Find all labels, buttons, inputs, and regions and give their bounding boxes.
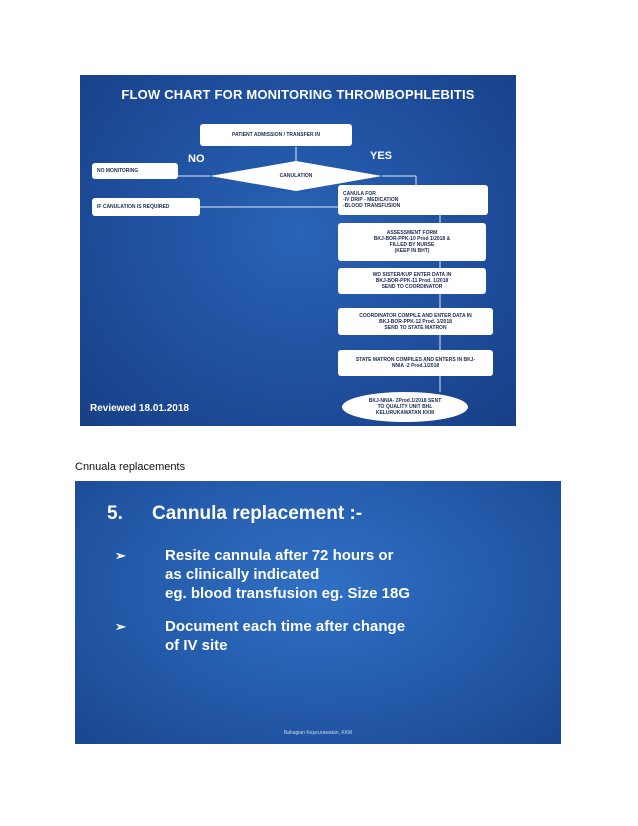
slide-heading <box>107 503 362 525</box>
canula-for-box: CANULA FOR -IV DRIP - MEDICATION -BLOOD TRANSFUSION <box>338 185 488 215</box>
caption: Cnnuala replacements <box>75 461 186 473</box>
no-label: NO <box>188 153 205 165</box>
assessment-form-box: ASSESSMENT FORM BKJ-BOR-PPK-10 Prod 1/2018 & FILLED BY NURSE (KEEP IN BHT) <box>338 223 486 261</box>
arrow-bullet-icon: ➢ <box>115 619 126 634</box>
if-cannulation-box: IF CANULATION IS REQUIRED <box>92 198 200 216</box>
cannulation-label: CANULATION <box>279 173 313 179</box>
cannula-replacement-slide <box>75 481 561 744</box>
flowchart-slide <box>80 75 516 426</box>
patient-admission-box: PATIENT ADMISSION / TRANSFER IN <box>200 124 352 146</box>
reviewed-date: Reviewed 18.01.2018 <box>90 403 189 414</box>
flowchart-title: FLOW CHART FOR MONITORING THROMBOPHLEBITIS <box>121 87 475 102</box>
arrow-bullet-icon: ➢ <box>115 548 126 563</box>
yes-label: YES <box>370 150 393 162</box>
wd-sister-box: WD SISTER/KUP ENTER DATA IN BKJ-BOR-PPK-11 Prod. 1/2018 SEND TO COORDINATOR <box>338 268 486 294</box>
state-matron-box: STATE MATRON COMPILES AND ENTERS IN BKJ- NNIA -2 Prod.1/2018 <box>338 350 493 376</box>
heading-text: Cannula replacement :- <box>152 503 363 524</box>
heading-number: 5. <box>107 503 123 524</box>
slide-footer: Bahagian Kejururawatan, KKM <box>283 730 353 736</box>
no-monitoring-box: NO MONITORING <box>92 163 178 179</box>
bullet-text: Resite cannula after 72 hours or as clinically indicated eg. blood transfusion eg. Size 18G <box>165 547 411 602</box>
bullet-text: Document each time after change of IV site <box>165 618 406 654</box>
final-oval: BKJ-NNIA- 2Prod.1/2018 SENT TO QUALITY UNIT BHL KELURUKAWATAN KKM <box>342 392 468 422</box>
coordinator-box: COORDINATOR COMPILE AND ENTER DATA IN BKJ-BOR-PPK-12 Prod. 1/2018 SEND TO STATE MATRON <box>338 308 493 335</box>
